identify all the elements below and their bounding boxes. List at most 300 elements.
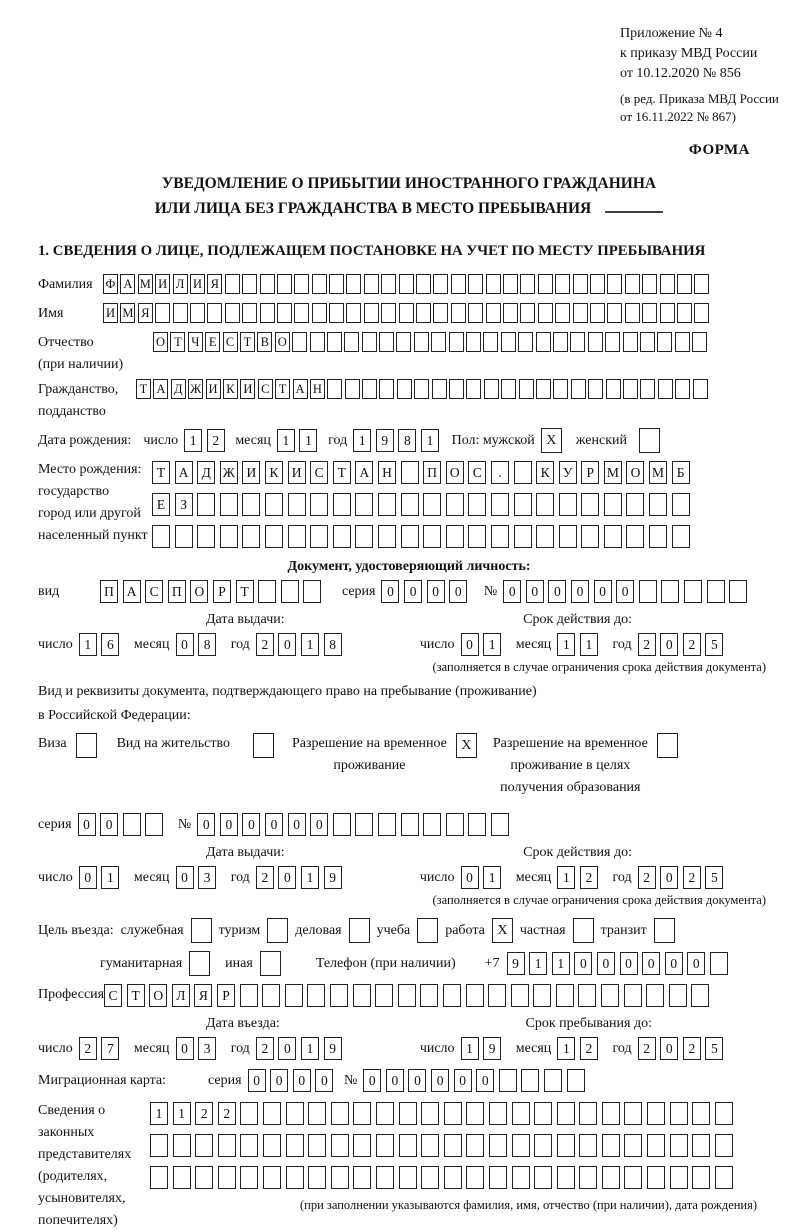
char-cell[interactable]: 0 — [431, 1069, 449, 1092]
char-cell[interactable] — [491, 813, 509, 836]
char-cell[interactable] — [625, 303, 640, 323]
char-cell[interactable] — [329, 274, 344, 294]
char-cell[interactable] — [512, 1166, 530, 1189]
char-cell[interactable] — [451, 303, 466, 323]
char-cell[interactable] — [601, 984, 619, 1007]
char-cell[interactable] — [466, 1134, 484, 1157]
char-cell[interactable] — [538, 303, 553, 323]
char-cell[interactable] — [519, 379, 534, 399]
char-cell[interactable]: И — [242, 461, 260, 484]
char-cell[interactable] — [433, 303, 448, 323]
char-cell[interactable] — [468, 274, 483, 294]
purpose-business-checkbox[interactable] — [349, 918, 370, 943]
char-cell[interactable]: 0 — [548, 580, 566, 603]
char-cell[interactable] — [553, 332, 568, 352]
char-cell[interactable] — [677, 303, 692, 323]
char-cell[interactable] — [533, 984, 551, 1007]
char-cell[interactable] — [605, 332, 620, 352]
char-cell[interactable] — [647, 1134, 665, 1157]
char-cell[interactable]: С — [258, 379, 273, 399]
char-cell[interactable] — [378, 525, 396, 548]
purpose-transit-checkbox[interactable] — [654, 918, 675, 943]
char-cell[interactable] — [715, 1102, 733, 1125]
char-cell[interactable] — [397, 379, 412, 399]
char-cell[interactable]: С — [145, 580, 163, 603]
char-cell[interactable]: В — [257, 332, 272, 352]
char-cell[interactable] — [486, 303, 501, 323]
char-cell[interactable]: 0 — [265, 813, 283, 836]
char-cell[interactable] — [288, 493, 306, 516]
char-cell[interactable]: М — [138, 274, 153, 294]
char-cell[interactable]: О — [149, 984, 167, 1007]
char-cell[interactable] — [607, 303, 622, 323]
char-cell[interactable] — [672, 493, 690, 516]
char-cell[interactable] — [329, 303, 344, 323]
char-cell[interactable]: Я — [138, 303, 153, 323]
purpose-other-checkbox[interactable] — [260, 951, 281, 976]
char-cell[interactable]: 5 — [705, 1037, 723, 1060]
char-cell[interactable]: 1 — [79, 633, 97, 656]
char-cell[interactable]: 0 — [687, 952, 705, 975]
char-cell[interactable] — [604, 525, 622, 548]
char-cell[interactable] — [353, 1102, 371, 1125]
char-cell[interactable] — [581, 525, 599, 548]
char-cell[interactable] — [660, 303, 675, 323]
char-cell[interactable]: 9 — [376, 429, 394, 452]
char-cell[interactable] — [307, 984, 325, 1007]
char-cell[interactable]: 0 — [616, 580, 634, 603]
char-cell[interactable] — [444, 1166, 462, 1189]
char-cell[interactable] — [423, 493, 441, 516]
char-cell[interactable] — [567, 1069, 585, 1092]
char-cell[interactable]: 0 — [363, 1069, 381, 1092]
char-cell[interactable]: 0 — [176, 633, 194, 656]
char-cell[interactable]: И — [190, 274, 205, 294]
char-cell[interactable] — [286, 1134, 304, 1157]
char-cell[interactable]: Н — [310, 379, 325, 399]
char-cell[interactable] — [225, 303, 240, 323]
char-cell[interactable] — [331, 1102, 349, 1125]
char-cell[interactable] — [346, 274, 361, 294]
char-cell[interactable] — [647, 1102, 665, 1125]
char-cell[interactable] — [218, 1166, 236, 1189]
char-cell[interactable] — [556, 984, 574, 1007]
char-cell[interactable]: 8 — [324, 633, 342, 656]
char-cell[interactable]: 1 — [557, 633, 575, 656]
char-cell[interactable]: 1 — [421, 429, 439, 452]
char-cell[interactable]: 0 — [526, 580, 544, 603]
char-cell[interactable] — [240, 1134, 258, 1157]
char-cell[interactable] — [692, 332, 707, 352]
char-cell[interactable]: Т — [240, 332, 255, 352]
char-cell[interactable]: 1 — [461, 1037, 479, 1060]
char-cell[interactable]: Т — [152, 461, 170, 484]
char-cell[interactable] — [692, 1166, 710, 1189]
char-cell[interactable] — [536, 379, 551, 399]
char-cell[interactable] — [684, 580, 702, 603]
char-cell[interactable]: 5 — [705, 633, 723, 656]
char-cell[interactable] — [670, 1134, 688, 1157]
char-cell[interactable] — [483, 332, 498, 352]
purpose-study-checkbox[interactable] — [417, 918, 438, 943]
char-cell[interactable]: 0 — [571, 580, 589, 603]
char-cell[interactable] — [414, 379, 429, 399]
char-cell[interactable]: 0 — [660, 1037, 678, 1060]
char-cell[interactable]: 0 — [660, 633, 678, 656]
char-cell[interactable]: У — [559, 461, 577, 484]
char-cell[interactable]: 0 — [503, 580, 521, 603]
char-cell[interactable] — [647, 1166, 665, 1189]
char-cell[interactable] — [657, 332, 672, 352]
char-cell[interactable]: Т — [170, 332, 185, 352]
char-cell[interactable]: 0 — [176, 1037, 194, 1060]
char-cell[interactable] — [333, 813, 351, 836]
char-cell[interactable] — [362, 379, 377, 399]
char-cell[interactable] — [308, 1166, 326, 1189]
char-cell[interactable]: Р — [217, 984, 235, 1007]
char-cell[interactable]: 1 — [353, 429, 371, 452]
char-cell[interactable]: 1 — [277, 429, 295, 452]
char-cell[interactable]: К — [536, 461, 554, 484]
char-cell[interactable]: 0 — [278, 866, 296, 889]
char-cell[interactable]: 0 — [620, 952, 638, 975]
char-cell[interactable]: 0 — [461, 633, 479, 656]
char-cell[interactable]: 9 — [324, 1037, 342, 1060]
char-cell[interactable]: 1 — [184, 429, 202, 452]
char-cell[interactable] — [416, 303, 431, 323]
char-cell[interactable] — [330, 984, 348, 1007]
temp-residence-edu-checkbox[interactable] — [657, 733, 678, 758]
char-cell[interactable] — [691, 984, 709, 1007]
char-cell[interactable] — [378, 813, 396, 836]
char-cell[interactable] — [573, 303, 588, 323]
temp-residence-checkbox[interactable]: X — [456, 733, 477, 758]
char-cell[interactable] — [518, 332, 533, 352]
char-cell[interactable] — [669, 984, 687, 1007]
char-cell[interactable]: 9 — [483, 1037, 501, 1060]
char-cell[interactable]: М — [649, 461, 667, 484]
char-cell[interactable] — [242, 525, 260, 548]
char-cell[interactable] — [355, 525, 373, 548]
char-cell[interactable] — [310, 525, 328, 548]
char-cell[interactable]: 0 — [288, 813, 306, 836]
char-cell[interactable] — [468, 303, 483, 323]
char-cell[interactable] — [277, 303, 292, 323]
char-cell[interactable] — [155, 303, 170, 323]
char-cell[interactable]: 1 — [483, 633, 501, 656]
char-cell[interactable] — [240, 984, 258, 1007]
char-cell[interactable] — [218, 1134, 236, 1157]
char-cell[interactable] — [534, 1102, 552, 1125]
char-cell[interactable] — [396, 332, 411, 352]
char-cell[interactable] — [514, 493, 532, 516]
char-cell[interactable]: 3 — [198, 866, 216, 889]
char-cell[interactable] — [536, 493, 554, 516]
char-cell[interactable]: П — [168, 580, 186, 603]
char-cell[interactable]: 0 — [476, 1069, 494, 1092]
char-cell[interactable] — [729, 580, 747, 603]
char-cell[interactable] — [150, 1134, 168, 1157]
char-cell[interactable] — [602, 1102, 620, 1125]
char-cell[interactable] — [197, 493, 215, 516]
char-cell[interactable] — [303, 580, 321, 603]
char-cell[interactable]: 1 — [552, 952, 570, 975]
char-cell[interactable]: 0 — [310, 813, 328, 836]
char-cell[interactable] — [376, 1102, 394, 1125]
char-cell[interactable] — [175, 525, 193, 548]
char-cell[interactable]: К — [265, 461, 283, 484]
char-cell[interactable] — [399, 274, 414, 294]
char-cell[interactable] — [521, 1069, 539, 1092]
char-cell[interactable]: Р — [213, 580, 231, 603]
char-cell[interactable] — [281, 580, 299, 603]
char-cell[interactable]: 1 — [529, 952, 547, 975]
char-cell[interactable] — [511, 984, 529, 1007]
char-cell[interactable]: 2 — [683, 866, 701, 889]
char-cell[interactable] — [399, 1134, 417, 1157]
char-cell[interactable]: 2 — [580, 1037, 598, 1060]
char-cell[interactable] — [606, 379, 621, 399]
char-cell[interactable] — [446, 525, 464, 548]
char-cell[interactable] — [588, 332, 603, 352]
char-cell[interactable] — [503, 303, 518, 323]
purpose-humanitarian-checkbox[interactable] — [189, 951, 210, 976]
char-cell[interactable] — [534, 1166, 552, 1189]
char-cell[interactable]: Ж — [220, 461, 238, 484]
char-cell[interactable] — [240, 1102, 258, 1125]
char-cell[interactable]: 1 — [301, 866, 319, 889]
char-cell[interactable]: 0 — [248, 1069, 266, 1092]
char-cell[interactable] — [468, 493, 486, 516]
char-cell[interactable] — [331, 1166, 349, 1189]
char-cell[interactable]: 1 — [150, 1102, 168, 1125]
char-cell[interactable]: 1 — [483, 866, 501, 889]
char-cell[interactable]: П — [100, 580, 118, 603]
char-cell[interactable] — [692, 1102, 710, 1125]
char-cell[interactable] — [579, 1102, 597, 1125]
char-cell[interactable] — [640, 379, 655, 399]
char-cell[interactable] — [588, 379, 603, 399]
char-cell[interactable] — [260, 303, 275, 323]
char-cell[interactable] — [672, 525, 690, 548]
char-cell[interactable]: С — [223, 332, 238, 352]
char-cell[interactable] — [401, 493, 419, 516]
char-cell[interactable]: 0 — [278, 633, 296, 656]
char-cell[interactable] — [449, 379, 464, 399]
char-cell[interactable] — [660, 274, 675, 294]
char-cell[interactable] — [294, 303, 309, 323]
char-cell[interactable] — [649, 525, 667, 548]
char-cell[interactable] — [646, 984, 664, 1007]
char-cell[interactable] — [364, 303, 379, 323]
char-cell[interactable]: 2 — [638, 1037, 656, 1060]
char-cell[interactable] — [626, 525, 644, 548]
char-cell[interactable] — [260, 274, 275, 294]
char-cell[interactable]: 0 — [427, 580, 445, 603]
char-cell[interactable] — [197, 525, 215, 548]
char-cell[interactable] — [466, 984, 484, 1007]
char-cell[interactable] — [344, 332, 359, 352]
char-cell[interactable]: 0 — [176, 866, 194, 889]
char-cell[interactable] — [559, 525, 577, 548]
char-cell[interactable]: А — [355, 461, 373, 484]
char-cell[interactable]: 0 — [642, 952, 660, 975]
char-cell[interactable] — [675, 379, 690, 399]
char-cell[interactable]: 1 — [299, 429, 317, 452]
char-cell[interactable] — [355, 493, 373, 516]
char-cell[interactable]: Т — [127, 984, 145, 1007]
char-cell[interactable] — [579, 1134, 597, 1157]
char-cell[interactable]: Ж — [188, 379, 203, 399]
char-cell[interactable] — [195, 1134, 213, 1157]
char-cell[interactable]: Ч — [188, 332, 203, 352]
char-cell[interactable] — [399, 303, 414, 323]
char-cell[interactable] — [491, 493, 509, 516]
char-cell[interactable] — [514, 461, 532, 484]
char-cell[interactable] — [353, 1166, 371, 1189]
char-cell[interactable] — [602, 1166, 620, 1189]
char-cell[interactable]: А — [175, 461, 193, 484]
char-cell[interactable] — [265, 525, 283, 548]
char-cell[interactable]: 1 — [101, 866, 119, 889]
char-cell[interactable] — [488, 984, 506, 1007]
char-cell[interactable] — [670, 1102, 688, 1125]
char-cell[interactable]: К — [223, 379, 238, 399]
char-cell[interactable]: М — [604, 461, 622, 484]
char-cell[interactable]: Р — [581, 461, 599, 484]
char-cell[interactable] — [642, 303, 657, 323]
char-cell[interactable] — [401, 461, 419, 484]
char-cell[interactable] — [658, 379, 673, 399]
char-cell[interactable]: Т — [136, 379, 151, 399]
char-cell[interactable]: 0 — [574, 952, 592, 975]
char-cell[interactable] — [579, 1166, 597, 1189]
char-cell[interactable] — [375, 984, 393, 1007]
char-cell[interactable] — [432, 379, 447, 399]
char-cell[interactable] — [607, 274, 622, 294]
char-cell[interactable] — [285, 984, 303, 1007]
char-cell[interactable] — [333, 525, 351, 548]
char-cell[interactable] — [661, 580, 679, 603]
char-cell[interactable]: Е — [152, 493, 170, 516]
char-cell[interactable]: Т — [236, 580, 254, 603]
char-cell[interactable] — [466, 1102, 484, 1125]
char-cell[interactable] — [331, 1134, 349, 1157]
char-cell[interactable] — [557, 1166, 575, 1189]
char-cell[interactable]: 0 — [315, 1069, 333, 1092]
char-cell[interactable]: 0 — [242, 813, 260, 836]
char-cell[interactable] — [286, 1166, 304, 1189]
char-cell[interactable]: 2 — [79, 1037, 97, 1060]
char-cell[interactable] — [512, 1134, 530, 1157]
char-cell[interactable] — [444, 1134, 462, 1157]
char-cell[interactable] — [489, 1102, 507, 1125]
char-cell[interactable]: 7 — [101, 1037, 119, 1060]
char-cell[interactable]: И — [240, 379, 255, 399]
char-cell[interactable] — [263, 1166, 281, 1189]
purpose-official-checkbox[interactable] — [191, 918, 212, 943]
char-cell[interactable] — [123, 813, 141, 836]
char-cell[interactable]: А — [153, 379, 168, 399]
char-cell[interactable] — [571, 379, 586, 399]
char-cell[interactable]: 0 — [454, 1069, 472, 1092]
char-cell[interactable] — [220, 493, 238, 516]
char-cell[interactable] — [639, 580, 657, 603]
char-cell[interactable] — [240, 1166, 258, 1189]
char-cell[interactable]: 1 — [301, 633, 319, 656]
char-cell[interactable] — [602, 1134, 620, 1157]
char-cell[interactable] — [544, 1069, 562, 1092]
char-cell[interactable]: 1 — [580, 633, 598, 656]
char-cell[interactable] — [503, 274, 518, 294]
char-cell[interactable] — [421, 1166, 439, 1189]
char-cell[interactable] — [590, 303, 605, 323]
char-cell[interactable]: С — [104, 984, 122, 1007]
char-cell[interactable] — [557, 1102, 575, 1125]
char-cell[interactable]: 0 — [270, 1069, 288, 1092]
char-cell[interactable] — [362, 332, 377, 352]
char-cell[interactable]: Д — [197, 461, 215, 484]
char-cell[interactable] — [364, 274, 379, 294]
char-cell[interactable] — [557, 1134, 575, 1157]
char-cell[interactable]: 2 — [207, 429, 225, 452]
char-cell[interactable] — [570, 332, 585, 352]
char-cell[interactable] — [559, 493, 577, 516]
char-cell[interactable] — [555, 303, 570, 323]
char-cell[interactable]: 3 — [198, 1037, 216, 1060]
char-cell[interactable] — [381, 303, 396, 323]
char-cell[interactable]: Я — [194, 984, 212, 1007]
char-cell[interactable]: 2 — [580, 866, 598, 889]
sex-male-checkbox[interactable]: X — [541, 428, 562, 453]
char-cell[interactable] — [590, 274, 605, 294]
char-cell[interactable]: 9 — [507, 952, 525, 975]
char-cell[interactable] — [258, 580, 276, 603]
char-cell[interactable]: 0 — [461, 866, 479, 889]
char-cell[interactable]: Я — [207, 274, 222, 294]
char-cell[interactable]: . — [491, 461, 509, 484]
char-cell[interactable] — [625, 274, 640, 294]
char-cell[interactable]: 6 — [101, 633, 119, 656]
char-cell[interactable] — [534, 1134, 552, 1157]
char-cell[interactable]: 0 — [594, 580, 612, 603]
char-cell[interactable] — [670, 1166, 688, 1189]
char-cell[interactable] — [173, 1166, 191, 1189]
char-cell[interactable]: 1 — [557, 866, 575, 889]
char-cell[interactable] — [294, 274, 309, 294]
char-cell[interactable] — [308, 1102, 326, 1125]
char-cell[interactable]: И — [288, 461, 306, 484]
char-cell[interactable] — [578, 984, 596, 1007]
char-cell[interactable] — [423, 525, 441, 548]
char-cell[interactable] — [263, 1134, 281, 1157]
char-cell[interactable] — [675, 332, 690, 352]
char-cell[interactable] — [710, 952, 728, 975]
char-cell[interactable]: 0 — [100, 813, 118, 836]
char-cell[interactable] — [466, 379, 481, 399]
char-cell[interactable] — [242, 303, 257, 323]
char-cell[interactable] — [416, 274, 431, 294]
char-cell[interactable] — [265, 493, 283, 516]
char-cell[interactable] — [466, 1166, 484, 1189]
char-cell[interactable]: 0 — [597, 952, 615, 975]
char-cell[interactable]: 8 — [398, 429, 416, 452]
char-cell[interactable] — [308, 1134, 326, 1157]
char-cell[interactable] — [310, 332, 325, 352]
char-cell[interactable] — [327, 379, 342, 399]
char-cell[interactable] — [623, 332, 638, 352]
purpose-work-checkbox[interactable]: X — [492, 918, 513, 943]
